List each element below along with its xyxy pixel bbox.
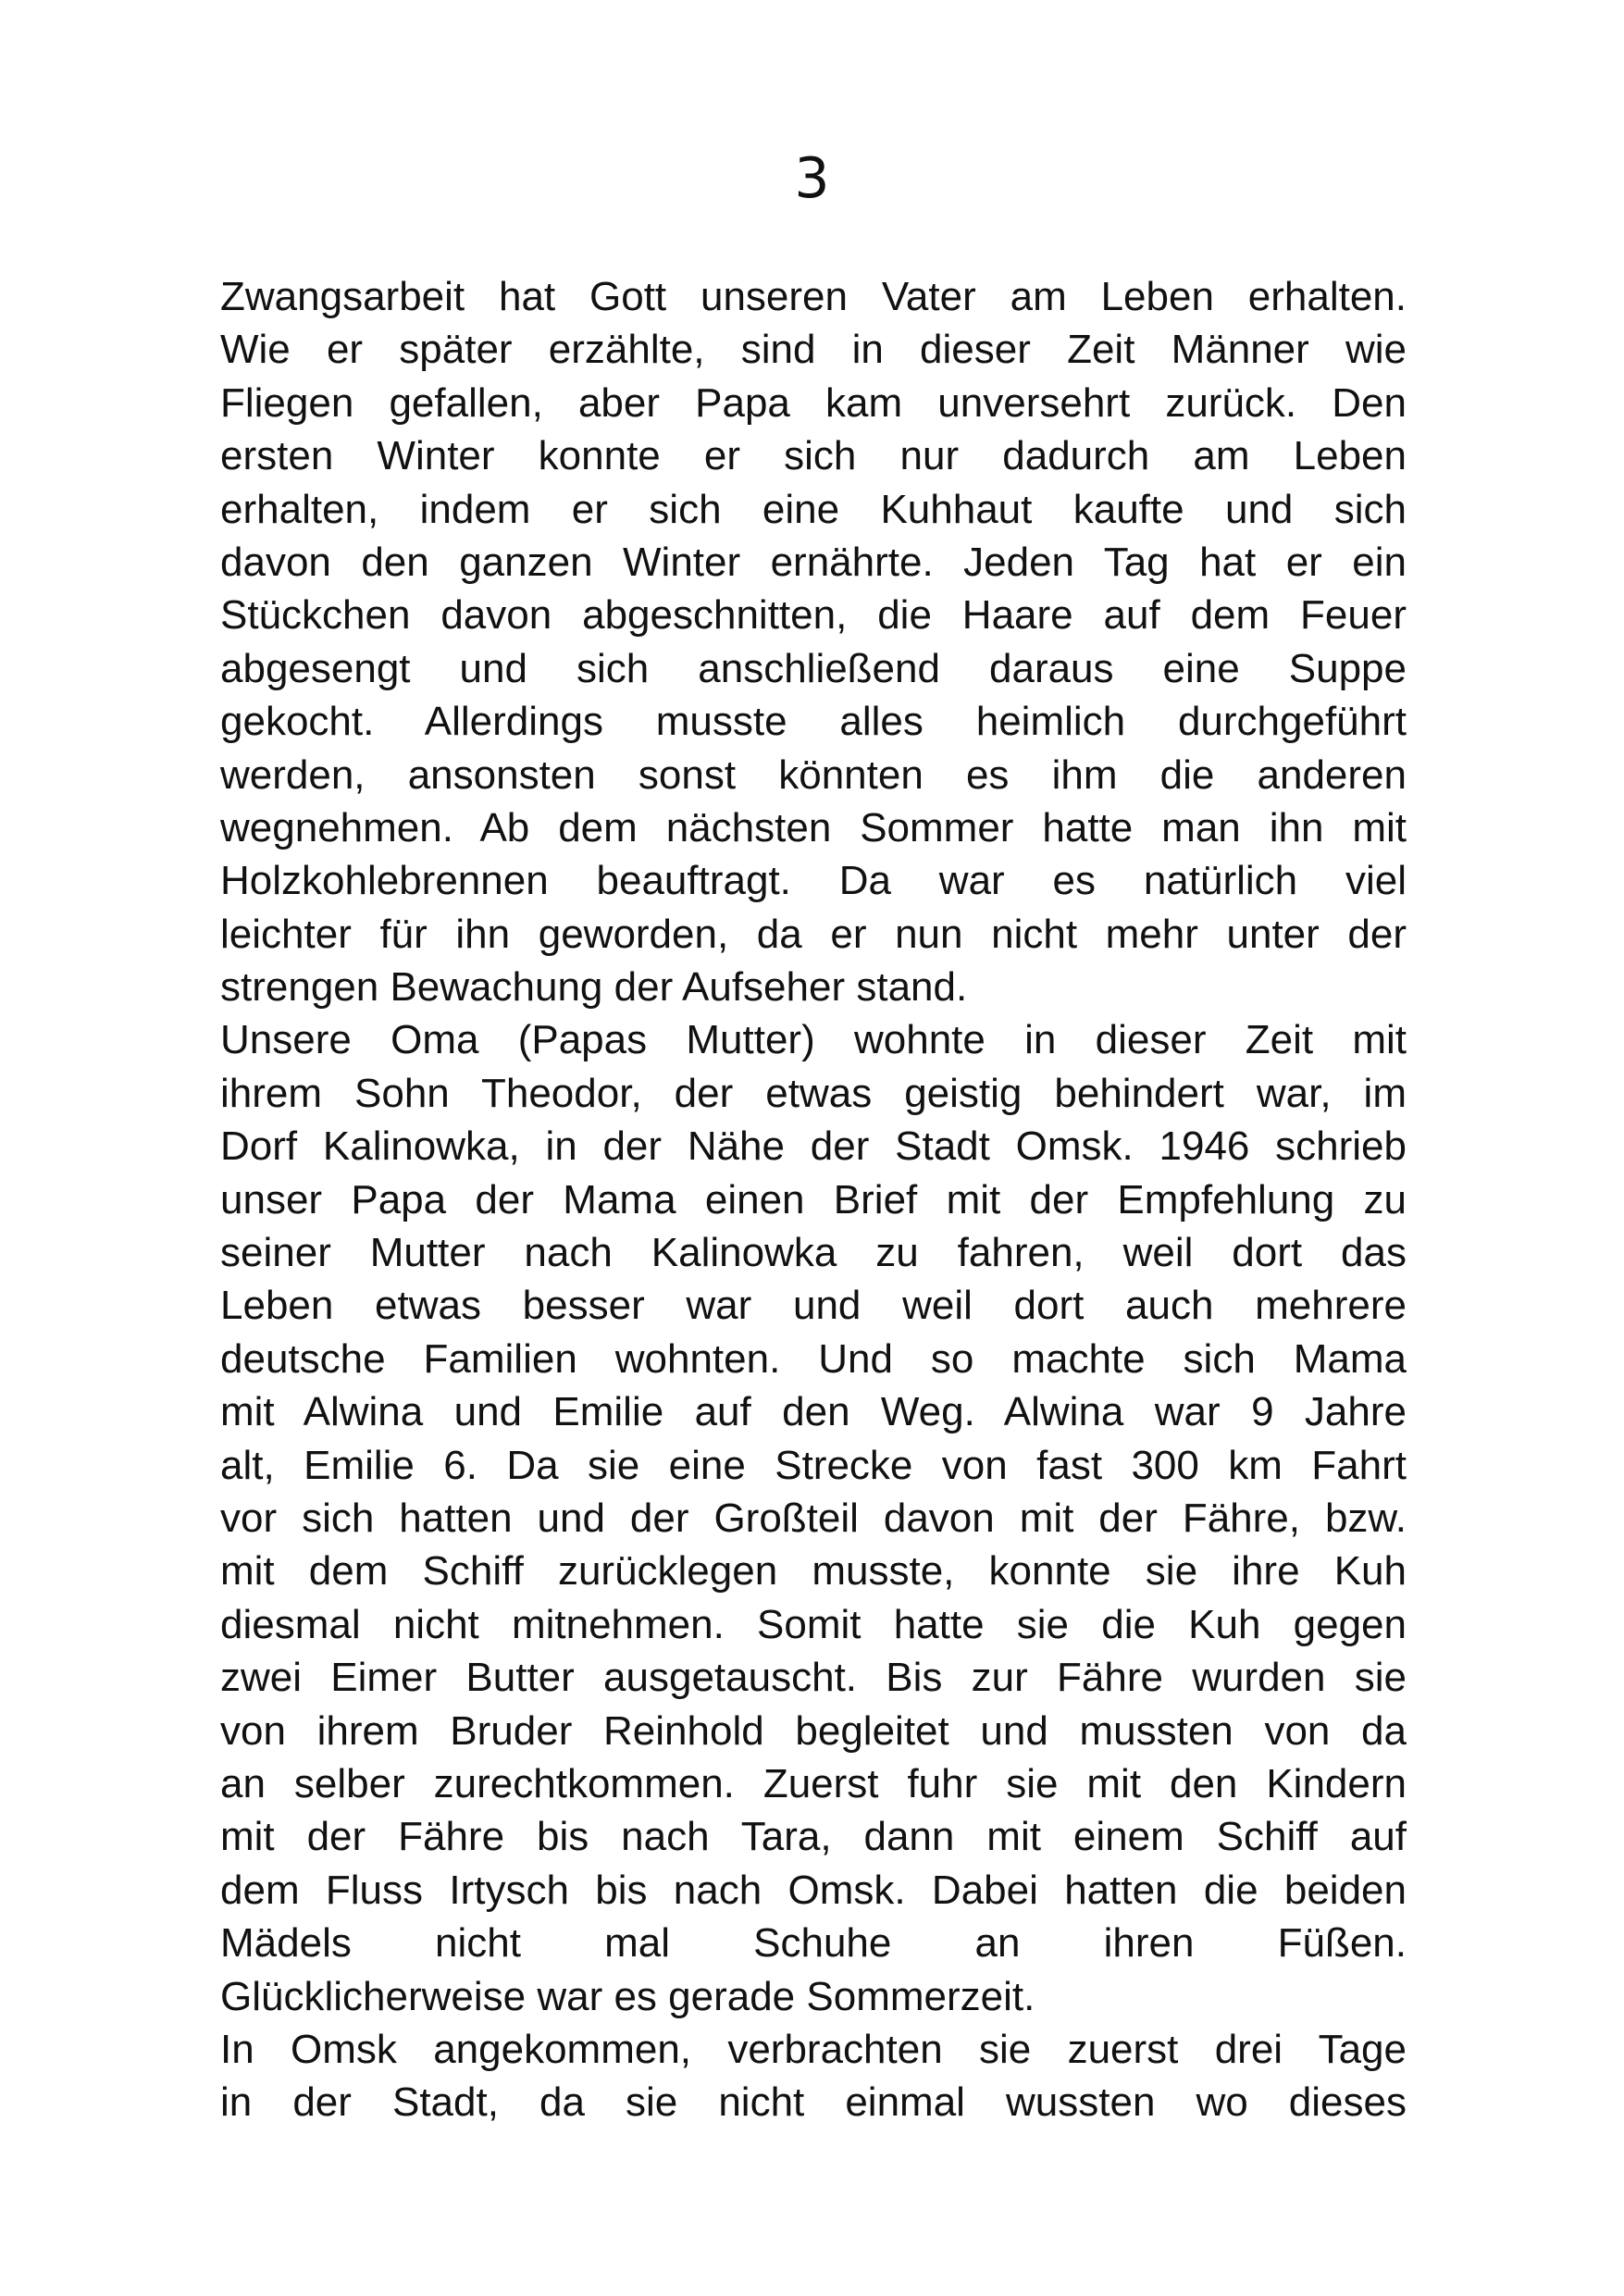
text-line: Glücklicherweise war es gerade Sommerzeit. [220, 1973, 1035, 2019]
text-line: Leben etwas besser war und weil dort auch mehrere [220, 1283, 1407, 1329]
paragraph [220, 1013, 1407, 2022]
paragraph [220, 270, 1407, 1013]
text-line: mit Alwina und Emilie auf den Weg. Alwina war 9 Jahre [220, 1389, 1407, 1435]
paragraph [220, 2023, 1407, 2129]
text-line: Unsere Oma (Papas Mutter) wohnte in dieser Zeit mit [220, 1017, 1407, 1063]
text-line: Wie er später erzählte, sind in dieser Zeit Männer wie [220, 327, 1407, 373]
text-line: Dorf Kalinowka, in der Nähe der Stadt Omsk. 1946 schrieb [220, 1123, 1407, 1170]
text-line: gekocht. Allerdings musste alles heimlich durchgeführt [220, 699, 1407, 745]
text-line: deutsche Familien wohnten. Und so machte sich Mama [220, 1335, 1407, 1382]
text-line: erhalten, indem er sich eine Kuhhaut kaufte und sich [220, 486, 1407, 532]
text-line: Fliegen gefallen, aber Papa kam unversehrt zurück. Den [220, 379, 1407, 426]
text-line: vor sich hatten und der Großteil davon mit der Fähre, bzw. [220, 1495, 1407, 1541]
text-line: von ihrem Bruder Reinhold begleitet und mussten von da [220, 1707, 1407, 1754]
text-line: mit der Fähre bis nach Tara, dann mit einem Schiff auf [220, 1814, 1407, 1860]
text-line: zwei Eimer Butter ausgetauscht. Bis zur Fähre wurden sie [220, 1655, 1407, 1701]
text-line: ersten Winter konnte er sich nur dadurch am Leben [220, 433, 1407, 479]
body-text [220, 270, 1407, 2129]
text-line: Zwangsarbeit hat Gott unseren Vater am Leben erhalten. [220, 274, 1407, 319]
text-line: in der Stadt, da sie nicht einmal wussten wo dieses [220, 2079, 1407, 2126]
text-line: an selber zurechtkommen. Zuerst fuhr sie mit den Kindern [220, 1760, 1407, 1806]
text-line: werden, ansonsten sonst könnten es ihm die anderen [220, 751, 1407, 798]
text-line: unser Papa der Mama einen Brief mit der Empfehlung zu [220, 1176, 1407, 1222]
page-number: 3 [794, 146, 830, 211]
text-line: diesmal nicht mitnehmen. Somit hatte sie die Kuh gegen [220, 1601, 1407, 1647]
text-line: ihrem Sohn Theodor, der etwas geistig behindert war, im [220, 1070, 1407, 1116]
text-line: davon den ganzen Winter ernährte. Jeden Tag hat er ein [220, 539, 1407, 585]
text-line: leichter für ihn geworden, da er nun nicht mehr unter der [220, 911, 1407, 957]
text-line: In Omsk angekommen, verbrachten sie zuerst drei Tage [220, 2026, 1407, 2072]
text-line: alt, Emilie 6. Da sie eine Strecke von fast 300 km Fahrt [220, 1442, 1407, 1488]
text-line: abgesengt und sich anschließend daraus eine Suppe [220, 645, 1407, 691]
text-line: mit dem Schiff zurücklegen musste, konnte sie ihre Kuh [220, 1548, 1407, 1595]
text-line: dem Fluss Irtysch bis nach Omsk. Dabei hatten die beiden [220, 1867, 1407, 1913]
text-line: Stückchen davon abgeschnitten, die Haare auf dem Feuer [220, 592, 1407, 639]
text-line: wegnehmen. Ab dem nächsten Sommer hatte man ihn mit [220, 804, 1407, 850]
text-line: strengen Bewachung der Aufseher stand. [220, 964, 968, 1011]
text-line: seiner Mutter nach Kalinowka zu fahren, weil dort das [220, 1230, 1407, 1276]
text-line: Mädels nicht mal Schuhe an ihren Füßen. [220, 1920, 1407, 1967]
text-line: Holzkohlebrennen beauftragt. Da war es natürlich viel [220, 858, 1407, 904]
